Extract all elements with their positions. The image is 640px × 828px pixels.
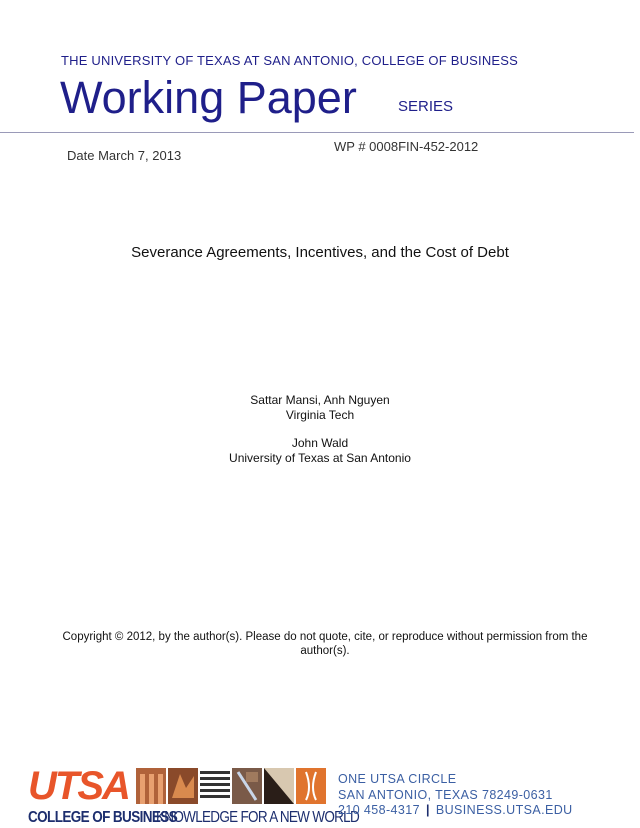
paper-date: Date March 7, 2013 — [67, 148, 182, 163]
tile-arches-icon — [136, 768, 166, 804]
tile-building-icon — [232, 768, 262, 804]
authors-group-1: Sattar Mansi, Anh Nguyen — [250, 393, 390, 407]
paper-title: Severance Agreements, Incentives, and the Cost of Debt — [131, 244, 509, 261]
address-line-1: ONE UTSA CIRCLE — [338, 772, 457, 786]
tile-diagonal-icon — [264, 768, 294, 804]
series-label: SERIES — [398, 98, 454, 115]
tile-stripes-icon — [200, 768, 230, 804]
university-line: THE UNIVERSITY OF TEXAS AT SAN ANTONIO, COLLEGE OF BUSINESS — [61, 53, 519, 68]
affiliation-2: University of Texas at San Antonio — [229, 451, 411, 465]
tile-sculpture-icon — [168, 768, 198, 804]
college-of-business-label: COLLEGE OF BUSINESS — [28, 808, 178, 826]
utsa-logo-text: UTSA — [28, 764, 129, 808]
phone-number: 210 458-4317 — [338, 803, 420, 817]
copyright-notice: Copyright © 2012, by the author(s). Please do not quote, cite, or reproduce without permission from the author(s). — [62, 631, 588, 657]
working-paper-number: WP # 0008FIN-452-2012 — [334, 139, 479, 154]
website-link[interactable]: BUSINESS.UTSA.EDU — [435, 803, 573, 817]
tile-figure-icon — [296, 768, 326, 804]
address-line-2: SAN ANTONIO, TEXAS 78249-0631 — [338, 788, 553, 802]
header-divider — [0, 132, 634, 133]
affiliation-1: Virginia Tech — [285, 408, 355, 422]
working-paper-title: Working Paper — [60, 72, 357, 123]
separator: | — [425, 803, 430, 817]
utsa-logo — [28, 764, 360, 828]
authors-group-2: John Wald — [291, 436, 349, 450]
tagline: KNOWLEDGE FOR A NEW WORLD — [156, 808, 360, 826]
contact-line — [338, 803, 573, 817]
